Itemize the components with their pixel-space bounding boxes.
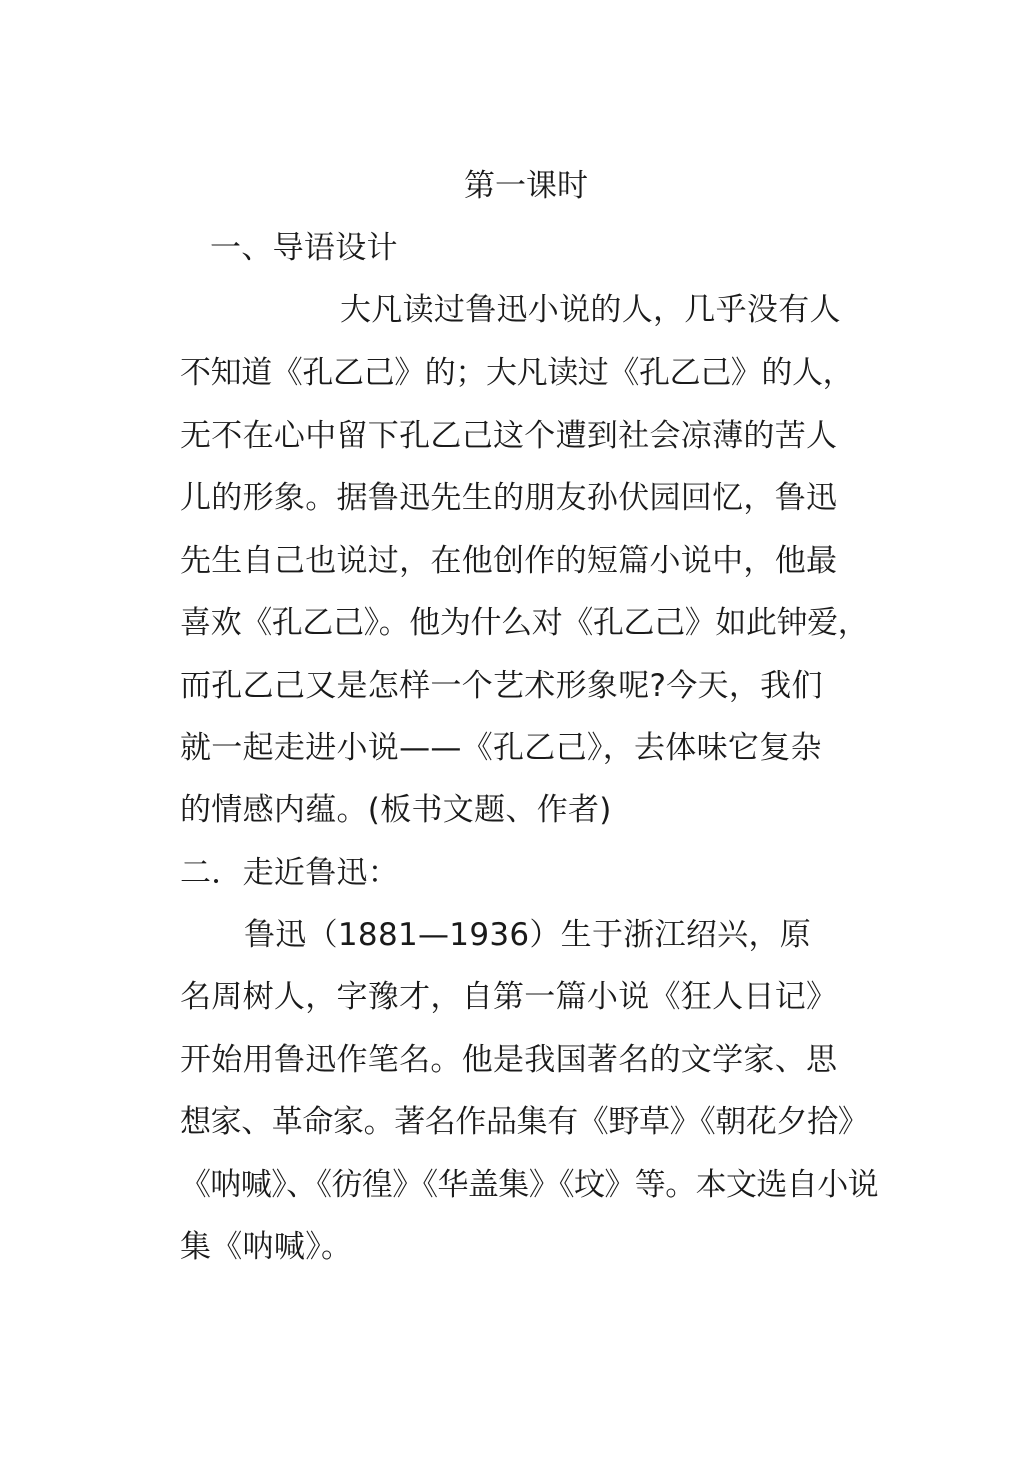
paragraph-line: 不知道《孔乙己》的；大凡读过《孔乙己》的人， — [180, 355, 854, 391]
paragraph-line: 而孔乙己又是怎样一个艺术形象呢?今天，我们 — [180, 668, 823, 704]
paragraph-line: 喜欢《孔乙己》。他为什么对《孔乙己》如此钟爱， — [180, 605, 869, 641]
paragraph-line: 鲁迅（1881—1936）生于浙江绍兴，原 — [244, 917, 812, 953]
section-heading-intro: 一、导语设计 — [210, 230, 398, 266]
paragraph-line: 无不在心中留下孔乙己这个遭到社会凉薄的苦人 — [180, 418, 838, 454]
paragraph-line: 集《呐喊》。 — [180, 1229, 353, 1265]
paragraph-line: 儿的形象。据鲁迅先生的朋友孙伏园回忆，鲁迅 — [180, 480, 838, 516]
paragraph-line: 想家、革命家。著名作品集有《野草》《朝花夕拾》 — [180, 1104, 869, 1140]
paragraph-line: 大凡读过鲁迅小说的人，几乎没有人 — [340, 292, 841, 328]
paragraph-line: 的情感内蕴。(板书文题、作者) — [180, 792, 612, 828]
section-heading-luxun: 二．走近鲁迅： — [180, 855, 400, 891]
page-title: 第一课时 — [464, 168, 588, 204]
paragraph-line: 名周树人，字豫才，自第一篇小说《狂人日记》 — [180, 979, 838, 1015]
paragraph-line: 《呐喊》、《彷徨》《华盖集》《坟》等。本文选自小说 — [180, 1167, 878, 1203]
paragraph-line: 就一起走进小说——《孔乙己》，去体味它复杂 — [180, 730, 822, 766]
paragraph-line: 先生自己也说过，在他创作的短篇小说中，他最 — [180, 543, 838, 579]
paragraph-line: 开始用鲁迅作笔名。他是我国著名的文学家、思 — [180, 1042, 838, 1078]
